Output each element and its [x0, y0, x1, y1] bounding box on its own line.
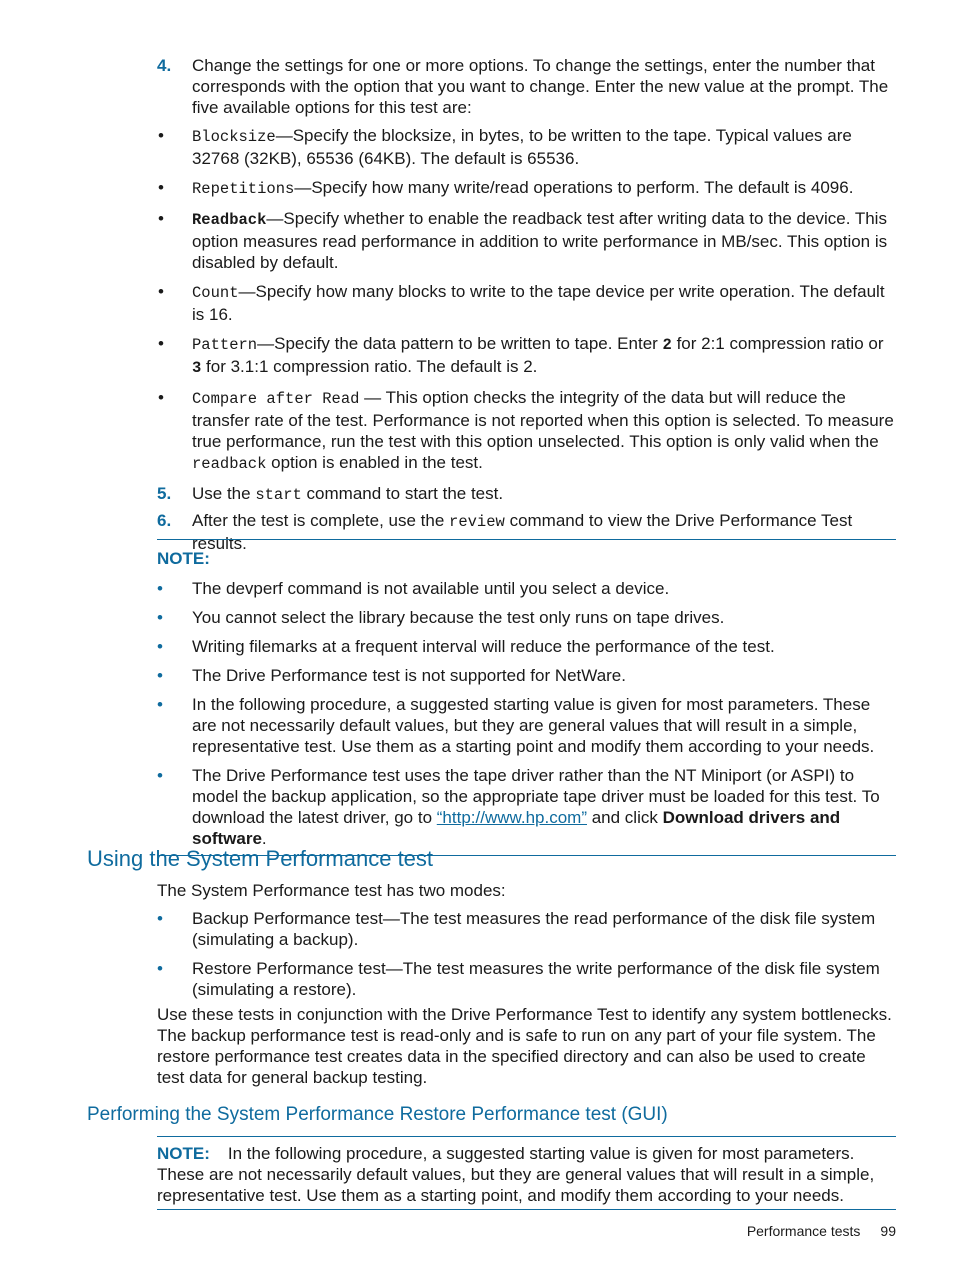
option-desc: option is enabled in the test. — [266, 453, 483, 472]
note-label: NOTE: — [157, 549, 210, 568]
page-footer — [747, 1222, 896, 1240]
note-item-text: The Drive Performance test is not supported for NetWare. — [192, 666, 626, 685]
step-text: command to view the Drive Performance Test results. — [192, 511, 853, 553]
option-desc: —Specify the blocksize, in bytes, to be written to the tape. Typical values are 32768 (32KB), 65536 (64KB). The default is 65536. — [192, 126, 852, 168]
bullet-icon: • — [157, 579, 163, 598]
note-list — [157, 578, 896, 849]
note-item — [157, 694, 896, 757]
bullet-icon: • — [158, 388, 164, 407]
option-code: Compare after Read — [192, 390, 360, 408]
step-number: 6. — [157, 511, 172, 530]
step-number: 5. — [157, 484, 172, 503]
note-item — [157, 665, 896, 686]
option-compare-after-read — [158, 387, 897, 475]
note-item — [157, 765, 896, 849]
option-desc: — This option checks the integrity of the data but will reduce the transfer rate of the test. Performance is not reported when this option is selected. To measure true performance, run the test with this option unselected. This option is only valid when the — [192, 388, 894, 451]
step-text: command to start the test. — [301, 484, 504, 503]
modes-list — [157, 908, 897, 1000]
note-item-text: and click — [586, 808, 663, 827]
step-4 — [157, 55, 897, 475]
inline-code: 2 — [662, 336, 672, 354]
bullet-icon: • — [157, 959, 163, 978]
step-text: After the test is complete, use the — [192, 511, 450, 530]
hp-website-link[interactable]: “http://www.hp.com” — [436, 808, 587, 827]
section-body — [157, 880, 897, 1095]
section-paragraph: Use these tests in conjunction with the Drive Performance Test to identify any system bottlenecks. The backup performance test is read-only and is safe to run on any part of your file system. The restore performance test creates data in the specified directory and can also be used to create test data for general backup testing. — [157, 1005, 892, 1087]
bullet-icon: • — [158, 282, 164, 301]
option-desc: for 2:1 compression ratio or — [671, 334, 884, 353]
option-readback — [158, 208, 897, 273]
option-desc: —Specify how many write/read operations to perform. The default is 4096. — [294, 178, 854, 197]
note-box — [157, 539, 896, 856]
bullet-icon: • — [157, 637, 163, 656]
step-text: Change the settings for one or more options. To change the settings, enter the number that corresponds with the option that you want to change. Enter the new value at the prompt. The five available options for this test are: — [192, 56, 889, 117]
inline-code: readback — [192, 455, 267, 473]
mode-text: Backup Performance test—The test measures the read performance of the disk file system (simulating a backup). — [192, 909, 876, 949]
option-code: Count — [192, 284, 239, 302]
note-item-text: In the following procedure, a suggested starting value is given for most parameters. These are not necessarily default values, but they are general values that will result in a simple, representative test. Use them as a starting point and modify them according to your needs. — [192, 695, 875, 756]
note-item-text: The Drive Performance test uses the tape driver rather than the NT Miniport (or ASPI) to model the backup application, so the appropriate tape driver must be loaded for this test. To download the latest driver, go to — [192, 766, 880, 827]
bullet-icon: • — [158, 178, 164, 197]
note-item — [157, 636, 896, 657]
note-item-text: Writing filemarks at a frequent interval will reduce the performance of the test. — [192, 637, 775, 656]
procedure-steps — [157, 55, 897, 558]
inline-code: start — [255, 486, 302, 504]
mode-item — [157, 908, 897, 950]
bullet-icon: • — [157, 608, 163, 627]
note-label: NOTE: — [157, 1144, 210, 1163]
step-text: Use the — [192, 484, 256, 503]
mode-text: Restore Performance test—The test measures the write performance of the disk file system (simulating a restore). — [192, 959, 880, 999]
mode-item — [157, 958, 897, 1000]
option-desc: for 3.1:1 compression ratio. The default is 2. — [201, 357, 538, 376]
option-count — [158, 281, 897, 325]
option-desc: —Specify whether to enable the readback test after writing data to the device. This option measures read performance in addition to write performance in MB/sec. This option is disabled by default. — [192, 209, 888, 272]
note-text: In the following procedure, a suggested starting value is given for most parameters. These are not necessarily default values, but they are general values that will result in a simple, representative test. Use them as a starting point, and modify them according to your needs. — [157, 1144, 875, 1205]
subsection-heading: Performing the System Performance Restore Performance test (GUI) — [87, 1104, 668, 1125]
note-item-text: The devperf command is not available until you select a device. — [192, 579, 670, 598]
option-code: Blocksize — [192, 128, 276, 146]
step-5 — [157, 483, 897, 506]
note-item-text: . — [261, 829, 267, 848]
bullet-icon: • — [158, 334, 164, 353]
note-box-2 — [157, 1136, 896, 1210]
option-code: Readback — [192, 211, 267, 229]
note-item — [157, 607, 896, 628]
option-desc: —Specify the data pattern to be written to tape. Enter — [257, 334, 663, 353]
note-item — [157, 578, 896, 599]
option-code: Repetitions — [192, 180, 295, 198]
bullet-icon: • — [157, 909, 163, 928]
inline-code: review — [449, 513, 505, 531]
option-desc: —Specify how many blocks to write to the tape device per write operation. The default is 16. — [192, 282, 885, 324]
option-blocksize — [158, 125, 897, 169]
options-list — [158, 125, 897, 475]
step-number: 4. — [157, 56, 172, 75]
option-pattern — [158, 333, 897, 379]
bullet-icon: • — [157, 666, 163, 685]
footer-section: Performance tests — [746, 1223, 861, 1239]
page-number: 99 — [880, 1223, 896, 1239]
note-item-text: You cannot select the library because the test only runs on tape drives. — [192, 608, 725, 627]
option-repetitions — [158, 177, 897, 200]
option-code: Pattern — [192, 336, 258, 354]
download-drivers-label: Download drivers and software — [192, 808, 841, 848]
bullet-icon: • — [157, 766, 163, 785]
inline-code: 3 — [192, 359, 202, 377]
section-heading: Using the System Performance test — [87, 846, 434, 871]
bullet-icon: • — [157, 695, 163, 714]
section-intro: The System Performance test has two modes: — [157, 881, 506, 900]
bullet-icon: • — [158, 126, 164, 145]
bullet-icon: • — [158, 209, 164, 228]
